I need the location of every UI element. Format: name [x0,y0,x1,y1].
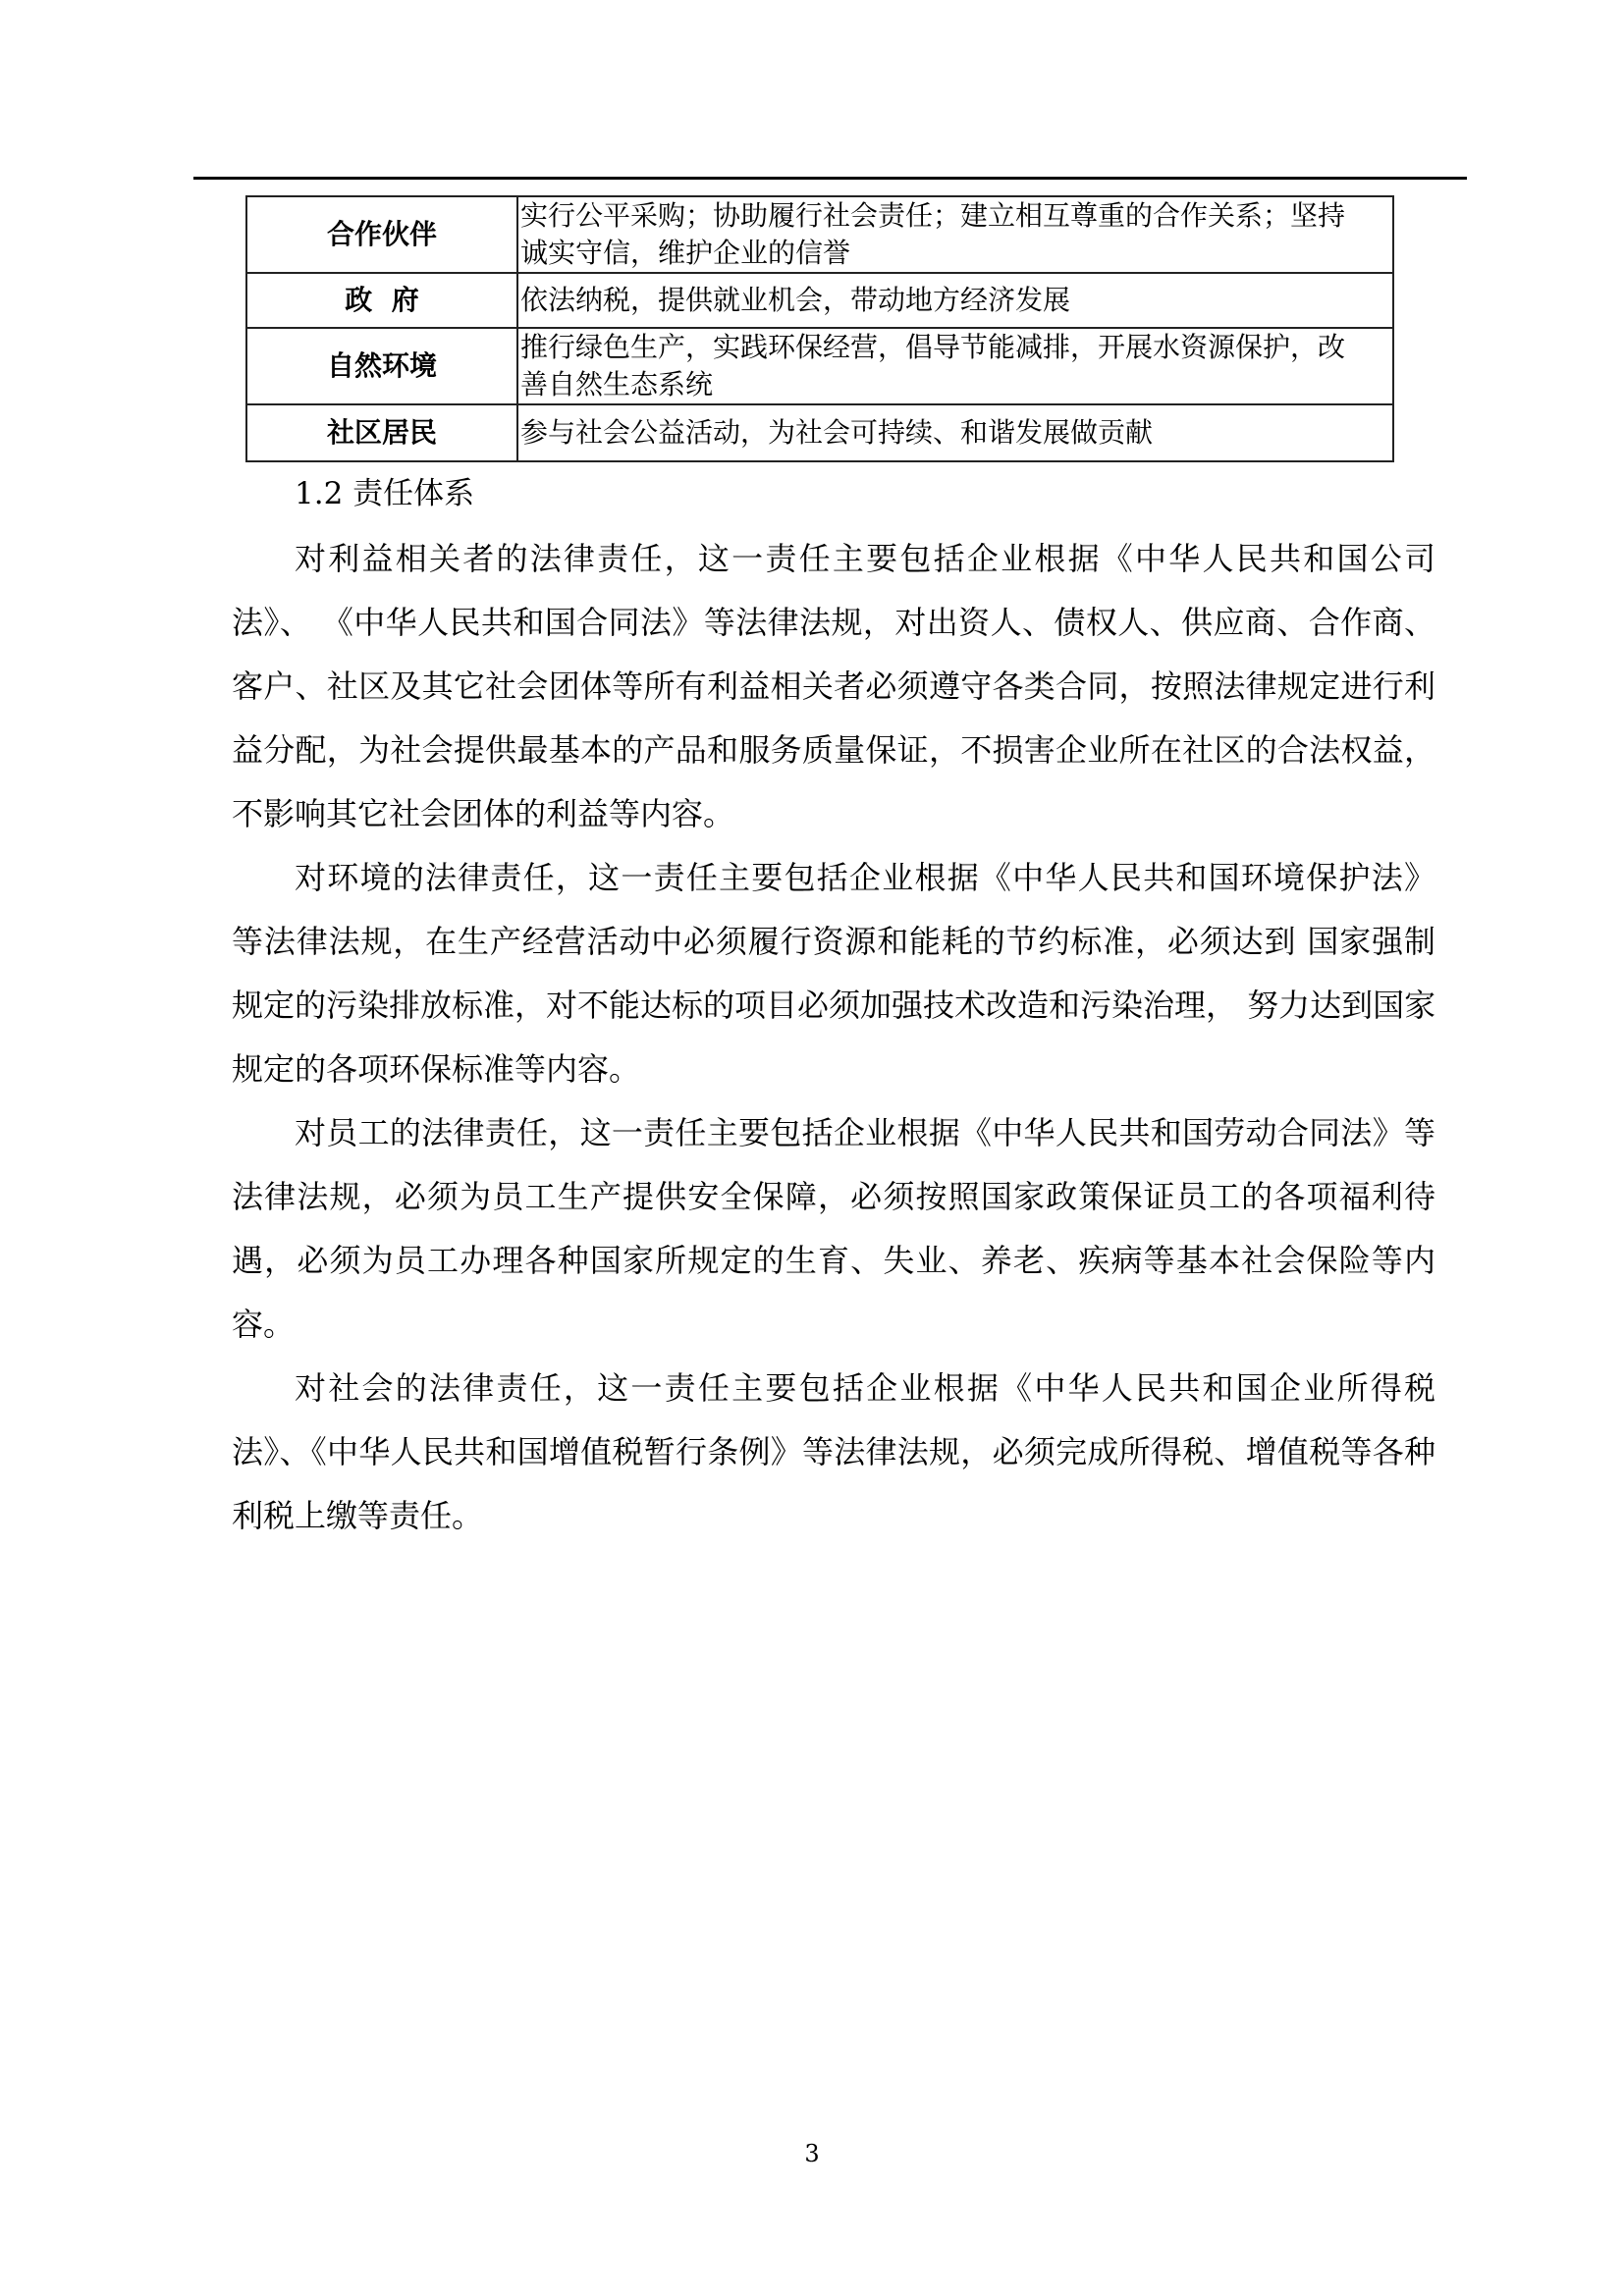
stakeholder-table [245,195,1394,462]
paragraph [232,1357,1435,1548]
cell-line: 推行绿色生产，实践环保经营，倡导节能减排，开展水资源保护，改 [520,331,1346,363]
paragraph-line: 对社会的法律责任，这一责任主要包括企业根据《中华人民共和国企业所得税 [295,1369,1435,1407]
header-rule [193,177,1467,180]
paragraph-line: 对环境的法律责任，这一责任主要包括企业根据《中华人民共和国环境保护法》 [295,859,1435,896]
section-heading: 1.2 责任体系 [295,476,475,511]
paragraph-line: 不影响其它社会团体的利益等内容。 [232,795,735,832]
stakeholder-cell: 自然环境 [246,328,517,404]
paragraph-line: 对员工的法律责任，这一责任主要包括企业根据《中华人民共和国劳动合同法》等 [295,1114,1435,1151]
cell-line: 参与社会公益活动，为社会可持续、和谐发展做贡献 [520,416,1154,449]
responsibility-cell [517,196,1393,273]
paragraph [232,527,1435,846]
responsibility-cell [517,273,1393,328]
table-row [246,404,1393,461]
stakeholder-cell: 合作伙伴 [246,196,517,273]
body-text [232,527,1435,1548]
paragraph-line: 客户、社区及其它社会团体等所有利益相关者必须遵守各类合同，按照法律规定进行利 [232,667,1435,705]
paragraph-line: 遇，必须为员工办理各种国家所规定的生育、失业、养老、疾病等基本社会保险等内 [232,1242,1435,1279]
table-row [246,196,1393,273]
responsibility-cell [517,404,1393,461]
stakeholder-cell: 政 府 [246,273,517,328]
paragraph-line: 法律法规，必须为员工生产提供安全保障，必须按照国家政策保证员工的各项福利待 [232,1178,1435,1215]
paragraph-line: 等法律法规，在生产经营活动中必须履行资源和能耗的节约标准，必须达到 国家强制 [232,923,1435,960]
paragraph [232,1101,1435,1357]
stakeholder-cell: 社区居民 [246,404,517,461]
cell-line: 善自然生态系统 [520,368,714,400]
paragraph-line: 容。 [232,1306,296,1343]
paragraph-line: 利税上缴等责任。 [232,1497,484,1534]
responsibility-cell [517,328,1393,404]
cell-line: 诚实守信，维护企业的信誉 [520,237,851,269]
table-row [246,328,1393,404]
paragraph-line: 法》、 《中华人民共和国合同法》等法律法规，对出资人、债权人、供应商、合作商、 [232,604,1435,641]
paragraph-line: 法》、《中华人民共和国增值税暂行条例》等法律法规，必须完成所得税、增值税等各种 [232,1433,1435,1470]
paragraph-line: 益分配，为社会提供最基本的产品和服务质量保证，不损害企业所在社区的合法权益， [232,731,1435,769]
cell-line: 依法纳税，提供就业机会，带动地方经济发展 [520,284,1071,316]
page-number: 3 [804,2140,820,2167]
paragraph-line: 对利益相关者的法律责任，这一责任主要包括企业根据《中华人民共和国公司 [295,540,1435,577]
paragraph-line: 规定的污染排放标准，对不能达标的项目必须加强技术改造和污染治理， 努力达到国家 [232,987,1436,1024]
table-row [246,273,1393,328]
paragraph [232,846,1435,1101]
paragraph-line: 规定的各项环保标准等内容。 [232,1050,641,1088]
cell-line: 实行公平采购；协助履行社会责任；建立相互尊重的合作关系；坚持 [520,199,1346,232]
